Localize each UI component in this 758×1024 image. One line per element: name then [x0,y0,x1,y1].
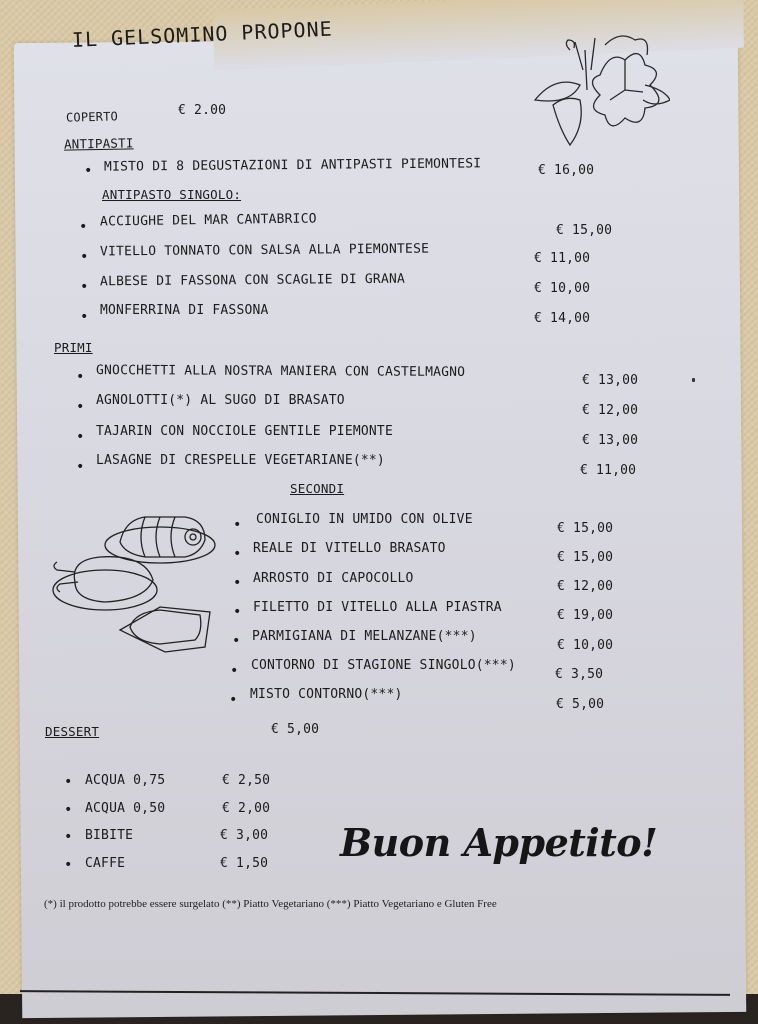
bullet-icon: • [79,219,88,235]
bullet-icon: • [229,692,238,708]
antipasti-item-name: ACCIUGHE DEL MAR CANTABRICO [99,211,317,230]
bullet-icon: • [80,249,89,265]
primi-item-name: GNOCCHETTI ALLA NOSTRA MANIERA CON CASTELMAGNO [95,363,466,380]
bullet-icon: • [76,429,85,445]
bullet-icon: • [84,163,93,179]
drink-price: € 3,00 [220,828,269,843]
antipasti-item-price: € 14,00 [534,311,591,326]
stray-mark [692,378,695,382]
allergen-footnote: (*) il prodotto potrebbe essere surgelato (**) Piatto Vegetariano (***) Piatto Vegetariano e Gluten Free [44,898,497,910]
secondi-item-name: ARROSTO DI CAPOCOLLO [253,571,414,586]
dessert-heading: DESSERT [45,724,100,739]
secondi-item-price: € 5,00 [556,697,605,712]
secondi-item-name: FILETTO DI VITELLO ALLA PIASTRA [253,600,502,615]
drink-name: CAFFE [85,856,126,871]
primi-item-price: € 13,00 [582,373,639,388]
primi-item-name: AGNOLOTTI(*) AL SUGO DI BRASATO [96,393,345,408]
coperto-label: COPERTO [65,109,119,125]
primi-item-price: € 11,00 [580,463,637,478]
drink-name: ACQUA 0,75 [85,773,166,788]
bullet-icon: • [80,309,89,325]
secondi-item-price: € 10,00 [557,638,614,653]
primi-item-price: € 12,00 [582,403,639,418]
primi-item-name: LASAGNE DI CRESPELLE VEGETARIANE(**) [96,453,385,468]
antipasti-misto-name: MISTO DI 8 DEGUSTAZIONI DI ANTIPASTI PIEMONTESI [103,156,482,175]
bullet-icon: • [64,774,73,790]
secondi-heading: SECONDI [290,481,345,496]
primi-item-price: € 13,00 [582,433,639,448]
secondi-item-name: MISTO CONTORNO(***) [250,687,403,702]
bullet-icon: • [233,546,242,562]
bullet-icon: • [80,279,89,295]
bullet-icon: • [64,829,73,845]
bullet-icon: • [76,459,85,475]
drink-price: € 2,00 [222,801,271,816]
drink-price: € 2,50 [222,773,271,788]
antipasti-item-name: VITELLO TONNATO CON SALSA ALLA PIEMONTESE [99,241,430,260]
secondi-item-price: € 19,00 [557,608,614,623]
bullet-icon: • [232,633,241,649]
secondi-item-price: € 12,00 [557,579,614,594]
bullet-icon: • [76,369,85,385]
bullet-icon: • [233,604,242,620]
jasmine-flower-icon [525,30,670,150]
antipasti-item-price: € 15,00 [556,223,613,238]
antipasti-misto-price: € 16,00 [538,163,595,178]
secondi-item-name: PARMIGIANA DI MELANZANE(***) [252,629,477,644]
buon-appetito-text: Buon Appetito! [340,820,658,865]
antipasti-heading: ANTIPASTI [63,135,134,152]
secondi-item-price: € 15,00 [557,550,614,565]
bullet-icon: • [64,857,73,873]
secondi-item-price: € 15,00 [557,521,614,536]
secondi-item-name: CONIGLIO IN UMIDO CON OLIVE [256,512,473,527]
secondi-item-price: € 3,50 [555,667,604,682]
primi-heading: PRIMI [54,340,93,355]
antipasti-item-price: € 10,00 [534,281,591,296]
bullet-icon: • [233,517,242,533]
drink-name: BIBITE [85,828,134,843]
bullet-icon: • [64,802,73,818]
bullet-icon: • [233,575,242,591]
dessert-price: € 5,00 [271,722,320,737]
antipasti-item-name: ALBESE DI FASSONA CON SCAGLIE DI GRANA [99,271,406,290]
antipasti-item-name: MONFERRINA DI FASSONA [100,303,269,318]
roast-dishes-icon [45,512,220,657]
secondi-item-name: REALE DI VITELLO BRASATO [253,541,446,556]
bullet-icon: • [230,663,239,679]
coperto-price: € 2.00 [178,103,227,118]
secondi-item-name: CONTORNO DI STAGIONE SINGOLO(***) [251,658,516,673]
bullet-icon: • [76,399,85,415]
antipasto-singolo-heading: ANTIPASTO SINGOLO: [102,187,242,202]
menu-title: IL GELSOMINO PROPONE [71,16,334,52]
drink-name: ACQUA 0,50 [85,801,166,816]
drink-price: € 1,50 [220,856,269,871]
primi-item-name: TAJARIN CON NOCCIOLE GENTILE PIEMONTE [96,424,393,439]
antipasti-item-price: € 11,00 [534,251,591,266]
